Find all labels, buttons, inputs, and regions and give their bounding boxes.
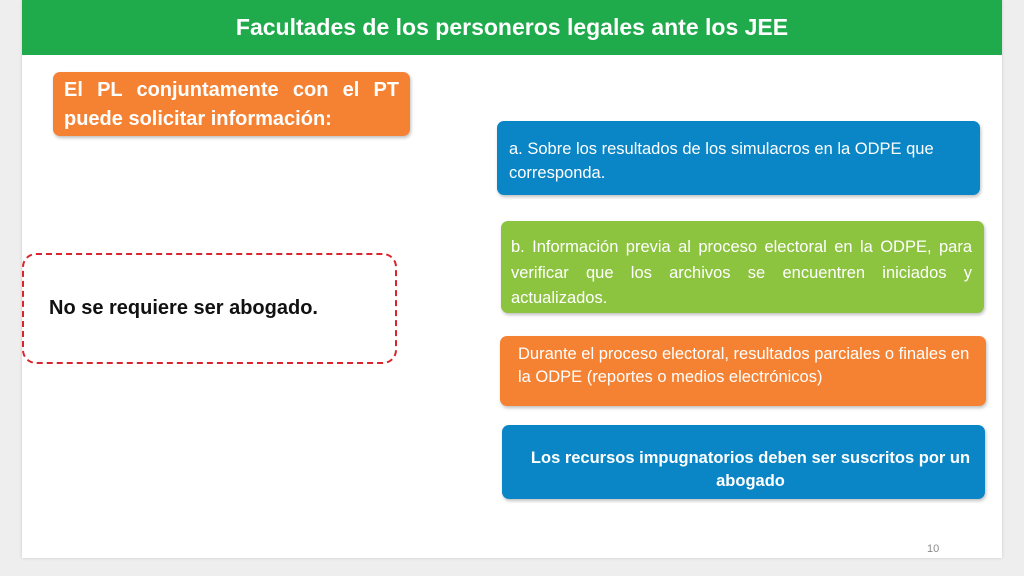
title-bar	[22, 0, 1002, 55]
item-recursos-impugnatorios: Los recursos impugnatorios deben ser suscritos por un abogado	[502, 425, 985, 499]
lawyer-note-box	[22, 253, 397, 364]
lawyer-note: No se requiere ser abogado.	[49, 297, 318, 319]
slide	[22, 0, 1002, 558]
page-number: 10	[927, 543, 940, 555]
item-resultados-parciales: Durante el proceso electoral, resultados parciales o finales en la ODPE (reportes o medios electrónicos)	[500, 336, 986, 406]
item-simulacros: a. Sobre los resultados de los simulacros en la ODPE que corresponda.	[497, 121, 980, 195]
pl-info-box: El PL conjuntamente con el PT puede solicitar información:	[53, 72, 410, 136]
slide-title: Facultades de los personeros legales ante los JEE	[235, 14, 789, 40]
item-informacion-previa: b. Información previa al proceso electoral en la ODPE, para verificar que los archivos se encuentren iniciados y actualizados.	[501, 221, 984, 313]
